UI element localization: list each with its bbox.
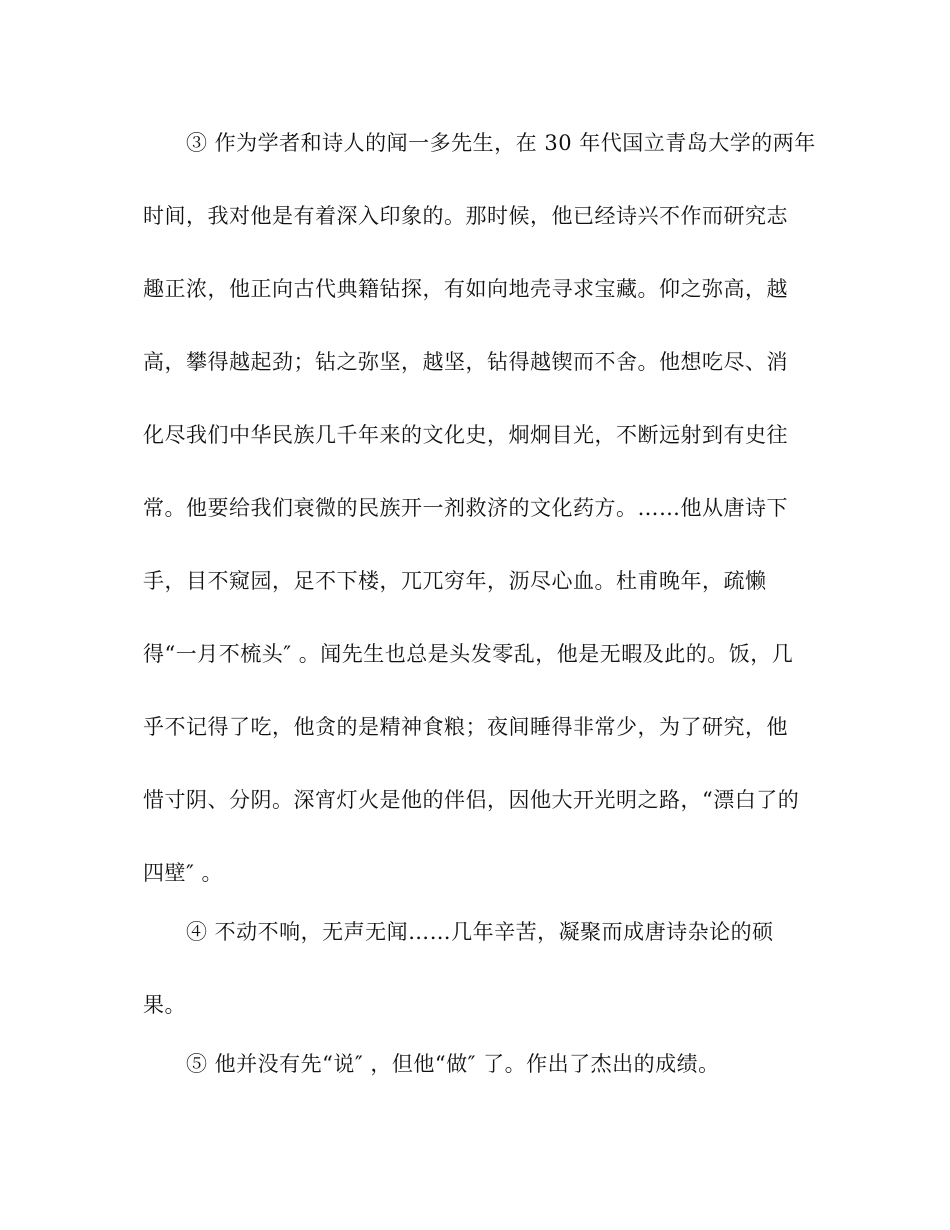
paragraph-3-line-8: 得“一月不梳头″ 。闻先生也总是头发零乱，他是无暇及此的。饭，几	[143, 642, 794, 666]
paragraph-3-line-5: 化尽我们中华民族几千年来的文化史，炯炯目光，不断远射到有史往	[143, 423, 788, 447]
paragraph-3-line-10: 惜寸阴、分阴。深宵灯火是他的伴侣，因他大开光明之路，“漂白了的	[143, 788, 800, 812]
paragraph-3-line-2: 时间，我对他是有着深入印象的。那时候，他已经诗兴不作而研究志	[143, 204, 788, 228]
paragraph-3-line-4: 高，攀得越起劲；钻之弥坚，越坚，钻得越锲而不舍。他想吃尽、消	[143, 350, 788, 374]
paragraph-3-line-7: 手，目不窥园，足不下楼，兀兀穷年，沥尽心血。杜甫晚年，疏懒	[143, 569, 767, 593]
paragraph-3-line-11: 四壁″ 。	[143, 861, 224, 885]
paragraph-3-line-6: 常。他要给我们衰微的民族开一剂救济的文化药方。……他从唐诗下	[143, 496, 788, 520]
paragraph-3-line-1: ③ 作为学者和诗人的闻一多先生，在 30 年代国立青岛大学的两年	[186, 131, 816, 155]
paragraph-4-line-2: 果。	[143, 993, 186, 1017]
paragraph-4-line-1: ④ 不动不响，无声无闻……几年辛苦，凝聚而成唐诗杂论的硕	[186, 920, 774, 944]
paragraph-3-line-3: 趣正浓，他正向古代典籍钻探，有如向地壳寻求宝藏。仰之弥高，越	[143, 277, 788, 301]
paragraph-5-line-1: ⑤ 他并没有先“说″ ，但他“做″ 了。作出了杰出的成绩。	[186, 1052, 720, 1076]
paragraph-3-line-9: 乎不记得了吃，他贪的是精神食粮；夜间睡得非常少，为了研究，他	[143, 715, 788, 739]
